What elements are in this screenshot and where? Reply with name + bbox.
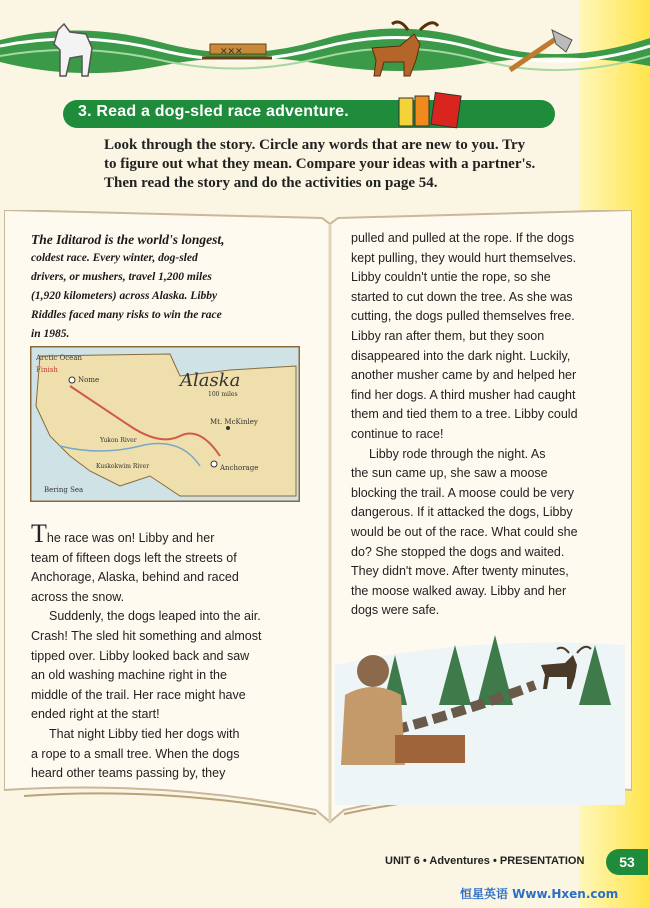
story-line: across the snow. <box>31 589 125 604</box>
story-line: the sun came up, she saw a moose <box>351 466 548 481</box>
story-line: find her dogs. A third musher had caught <box>351 387 576 402</box>
story-column-left <box>31 519 301 784</box>
story-line: do? She stopped the dogs and waited. <box>351 544 565 559</box>
story-line: would be out of the race. What could she <box>351 524 578 539</box>
intro-line: coldest race. Every winter, dog-sled <box>31 252 198 264</box>
story-line: continue to race! <box>351 426 444 441</box>
story-line: kept pulling, they would hurt themselves. <box>351 250 577 265</box>
story-line: dogs were safe. <box>351 603 440 618</box>
story-line: Anchorage, Alaska, behind and raced <box>31 570 239 585</box>
story-line: ended right at the start! <box>31 707 160 722</box>
story-line: heard other teams passing by, they <box>31 766 226 781</box>
intro-line: Riddles faced many risks to win the race <box>31 309 222 321</box>
svg-text:✕✕✕: ✕✕✕ <box>220 47 243 57</box>
story-line: Crash! The sled hit something and almost <box>31 628 262 643</box>
watermark: 恒星英语 Www.Hxen.com <box>460 887 619 901</box>
story-line: another musher came by and helped her <box>351 368 577 383</box>
story-intro <box>31 230 299 344</box>
arctic-ocean-label: Arctic Ocean <box>36 354 83 362</box>
story-line: pulled and pulled at the rope. If the dogs <box>351 231 575 245</box>
story-line: middle of the trail. Her race might have <box>31 687 246 702</box>
instruction-line: Then read the story and do the activities on page 54. <box>104 175 438 191</box>
drop-cap: T <box>31 519 47 548</box>
story-line: them and tied them to a tree. Libby could <box>351 407 578 422</box>
story-line: tipped over. Libby looked back and saw <box>31 648 250 663</box>
nome-label: Nome <box>78 376 100 384</box>
musher-moose-illustration <box>335 625 625 805</box>
intro-line: in 1985. <box>31 328 70 340</box>
instructions <box>104 136 584 193</box>
story-line: Suddenly, the dogs leaped into the air. <box>49 609 261 624</box>
story-line: started to cut down the tree. As she was <box>351 289 573 304</box>
story-line: dangerous. If it attacked the dogs, Libby <box>351 505 573 520</box>
story-line: team of fifteen dogs left the streets of <box>31 550 237 565</box>
instruction-line: Look through the story. Circle any words that are new to you. Try <box>104 137 526 153</box>
story-line: the moose walked away. Libby and her <box>351 583 567 598</box>
story-line: blocking the trail. A moose could be very <box>351 485 575 500</box>
bering-sea-label: Bering Sea <box>44 486 84 494</box>
story-line: That night Libby tied her dogs with <box>49 726 240 741</box>
top-banner <box>0 0 650 80</box>
story-line: Libby ran after them, but they soon <box>351 328 545 343</box>
map-title: Alaska <box>180 370 241 391</box>
story-column-right <box>351 229 616 621</box>
story-line: Libby rode through the night. As <box>369 446 546 461</box>
map-scale: 100 miles <box>208 391 238 398</box>
kuskokwim-river-label: Kuskokwim River <box>96 463 150 470</box>
story-line: Libby couldn't untie the rope, so she <box>351 270 551 285</box>
sled-icon <box>395 735 465 763</box>
finish-label: Finish <box>36 366 58 374</box>
story-line: a rope to a small tree. When the dogs <box>31 746 240 761</box>
story-line-text: he race was on! Libby and her <box>46 531 215 545</box>
intro-line: The Iditarod is the world's longest, <box>31 232 225 247</box>
story-line: an old washing machine right in the <box>31 668 227 683</box>
footer-label: UNIT 6 • Adventures • PRESENTATION <box>385 855 585 867</box>
story-line: disappeared into the dark night. Luckily, <box>351 348 571 363</box>
mt-mckinley-label: Mt. McKinley <box>210 418 258 426</box>
intro-line: (1,920 kilometers) across Alaska. Libby <box>31 290 218 302</box>
alaska-map <box>30 346 300 502</box>
story-line: They didn't move. After twenty minutes, <box>351 564 569 579</box>
instruction-line: to figure out what they mean. Compare your ideas with a partner's. <box>104 156 536 172</box>
yukon-river-label: Yukon River <box>100 437 137 444</box>
axe-icon <box>510 30 572 70</box>
anchorage-label: Anchorage <box>220 464 259 472</box>
page-number: 53 <box>606 849 648 875</box>
story-line: cutting, the dogs pulled themselves free. <box>351 309 575 324</box>
story-line <box>31 519 301 549</box>
intro-line: drivers, or mushers, travel 1,200 miles <box>31 271 212 283</box>
section-title: 3. Read a dog-sled race adventure. <box>78 103 349 120</box>
books-icon <box>395 92 465 132</box>
